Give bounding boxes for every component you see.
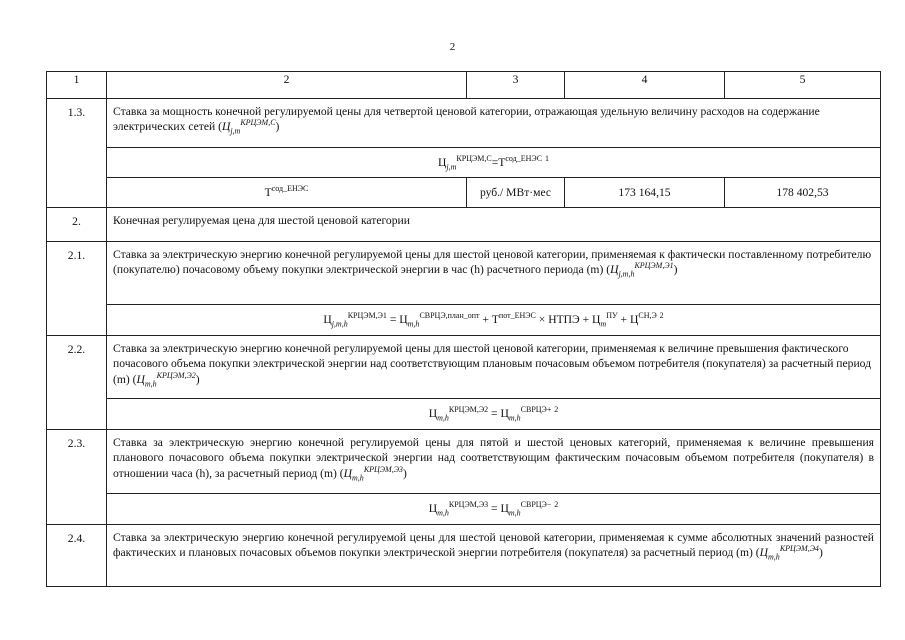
symbol-sub: m,h — [352, 472, 364, 482]
symbol-sup: КРЦЭМ,Э4 — [779, 544, 819, 554]
symbol-sub: j,m,h — [618, 269, 635, 279]
header-cell-1: 1 — [47, 72, 107, 99]
symbol — [136, 370, 196, 388]
symbol-sub: m,h — [768, 552, 780, 562]
row-number-1-3: 1.3. — [47, 99, 107, 208]
formula-lhs: Ц — [323, 313, 332, 327]
row-number-2: 2. — [47, 208, 107, 242]
close-paren: ) — [673, 263, 678, 277]
formula-eq: = Ц — [488, 407, 509, 421]
symbol-base: Ц — [343, 466, 353, 480]
formula-lhs-sub: j,m,h — [331, 319, 348, 329]
table-row-2-1 — [47, 242, 881, 305]
table-row-1-3 — [47, 99, 881, 148]
formula-lhs: Ц — [428, 407, 438, 421]
row-number-2-2: 2.2. — [47, 336, 107, 430]
formula-term-3-sub: m — [600, 319, 607, 329]
row-description-2-1 — [107, 242, 881, 305]
symbol-sup: КРЦЭМ,С — [240, 118, 276, 128]
tariff-table — [46, 71, 881, 587]
row-number-2-1: 2.1. — [47, 242, 107, 336]
header-cell-2: 2 — [107, 72, 467, 99]
formula-lhs: Ц — [438, 155, 447, 169]
symbol-sub: j,m — [230, 126, 241, 136]
formula-term-4-sup: СН,Э — [638, 311, 657, 321]
formula-term-3: × НТПЭ + Ц — [535, 313, 601, 327]
formula-term-4: + Ц — [617, 313, 639, 327]
page-number: 2 — [449, 41, 456, 53]
row-description-2-2 — [107, 336, 881, 399]
table-row-2-4 — [47, 525, 881, 587]
header-cell-3: 3 — [467, 72, 565, 99]
symbol-sup: КРЦЭМ,Э2 — [156, 370, 196, 380]
formula-rhs-sub: m,h — [508, 413, 521, 423]
row-description-1-3 — [107, 99, 881, 148]
parameter-label — [107, 178, 467, 208]
formula-footnote: 2 — [554, 405, 559, 415]
formula-rhs-sup: СВРЦЭ+ — [520, 405, 552, 415]
symbol-base: Ц — [136, 372, 145, 386]
formula-footnote: 2 — [554, 500, 559, 510]
symbol — [610, 261, 674, 279]
formula-rhs-sup: СВРЦЭ− — [520, 500, 552, 510]
formula-2-3 — [107, 494, 881, 525]
formula-row-2-2 — [47, 399, 881, 430]
table-row-2-2 — [47, 336, 881, 399]
formula-rhs-sup: сод_ЕНЭС — [505, 153, 543, 163]
description-text: Ставка за мощность конечной регулируемой цены для четвертой ценовой категории, отражающая удельную величину расходов на содержание электрических сетей ( — [113, 105, 820, 134]
description-text: Ставка за электрическую энергию конечной регулируемой цены для шестой ценовой категории, применяемая к сумме абсолютных значений разностей фактических и плановых почасовых объемов покупки электрической энергии потребителя (покупателя) за расчетный период (m) ( — [113, 531, 874, 560]
formula-row-2-1 — [47, 305, 881, 336]
formula-rhs-sub: m,h — [508, 508, 521, 518]
formula-footnote: 2 — [659, 311, 664, 321]
formula-lhs: Ц — [428, 502, 438, 516]
description-text: Ставка за электрическую энергию конечной регулируемой цены для пятой и шестой ценовых категорий, применяемая к величине превышения планового почасового объема покупки электрической энергии над соответствующим фактическим почасовым объемом потребителя (покупателя) в отношении часа (h), за расчетный период (m) ( — [113, 436, 874, 480]
formula-lhs-sup: КРЦЭМ,Э2 — [448, 405, 489, 415]
symbol-base: Ц — [221, 120, 231, 134]
formula-lhs-sup: КРЦЭМ,Э3 — [448, 500, 489, 510]
row-description-2-4 — [107, 525, 881, 587]
formula-footnote: 1 — [544, 153, 549, 163]
close-paren: ) — [195, 372, 200, 386]
formula-rhs: Т — [498, 155, 506, 169]
formula-lhs-sub: m,h — [437, 413, 449, 423]
formula-2-1 — [107, 305, 881, 336]
header-cell-5: 5 — [725, 72, 881, 99]
close-paren: ) — [275, 120, 280, 134]
close-paren: ) — [818, 546, 823, 560]
header-cell-4: 4 — [565, 72, 725, 99]
formula-term-1-sub: m,h — [407, 319, 420, 329]
description-text: Ставка за электрическую энергию конечной регулируемой цены для шестой ценовой категории, применяемая к величине превышения фактического почасового объема покупки электрической энергии над соответствующим плановым почасовым объемом потребителя (покупателя) за расчетный период (m) ( — [113, 342, 872, 386]
unit-cell: руб./ МВт·мес — [467, 178, 565, 208]
row-number-2-3: 2.3. — [47, 430, 107, 525]
formula-row-1-3 — [47, 148, 881, 178]
formula-term-3-sup: ПУ — [606, 311, 618, 321]
description-text: Ставка за электрическую энергию конечной регулируемой цены для шестой ценовой категории, применяемая к фактически поставленному потребителю (покупателю) почасовому объему покупки электрической энергии в час (h) расчетного периода (m) ( — [113, 248, 872, 277]
value-cell-4: 173 164,15 — [565, 178, 725, 208]
table-header-row — [47, 72, 881, 99]
formula-eq: = Ц — [488, 502, 509, 516]
formula-1-3 — [107, 148, 881, 178]
close-paren: ) — [402, 466, 407, 480]
parameter-sup: сод_ЕНЭС — [271, 183, 309, 193]
formula-lhs-sub: m,h — [437, 508, 449, 518]
symbol-sub: m,h — [144, 378, 157, 388]
formula-lhs-sup: КРЦЭМ,С — [456, 153, 492, 163]
formula-eq: = — [491, 155, 499, 169]
table-row-2-3 — [47, 430, 881, 494]
row-description-2-3 — [107, 430, 881, 494]
parameter-symbol: Т — [264, 185, 272, 199]
formula-lhs-sup: КРЦЭМ,Э1 — [347, 311, 387, 321]
symbol-sup: КРЦЭМ,Э1 — [634, 261, 674, 271]
symbol-base: Ц — [610, 263, 619, 277]
formula-term-1-sup: СВРЦЭ,план_опт — [419, 311, 480, 321]
formula-lhs-sub: j,m — [446, 162, 457, 172]
symbol — [221, 118, 276, 136]
formula-row-2-3 — [47, 494, 881, 525]
formula-term-1: = Ц — [389, 313, 408, 327]
symbol-base: Ц — [759, 546, 769, 560]
parameter-row-1-3 — [47, 178, 881, 208]
table-row-2 — [47, 208, 881, 242]
formula-term-2-sup: пот_ЕНЭС — [498, 311, 536, 321]
symbol — [759, 544, 819, 562]
value-cell-5: 178 402,53 — [725, 178, 881, 208]
formula-2-2 — [107, 399, 881, 430]
formula-term-2: + Т — [479, 313, 499, 327]
symbol-sup: КРЦЭМ,Э3 — [363, 464, 403, 474]
row-description-2: Конечная регулируемая цена для шестой ценовой категории — [107, 208, 881, 242]
row-number-2-4: 2.4. — [47, 525, 107, 587]
symbol — [343, 464, 403, 482]
